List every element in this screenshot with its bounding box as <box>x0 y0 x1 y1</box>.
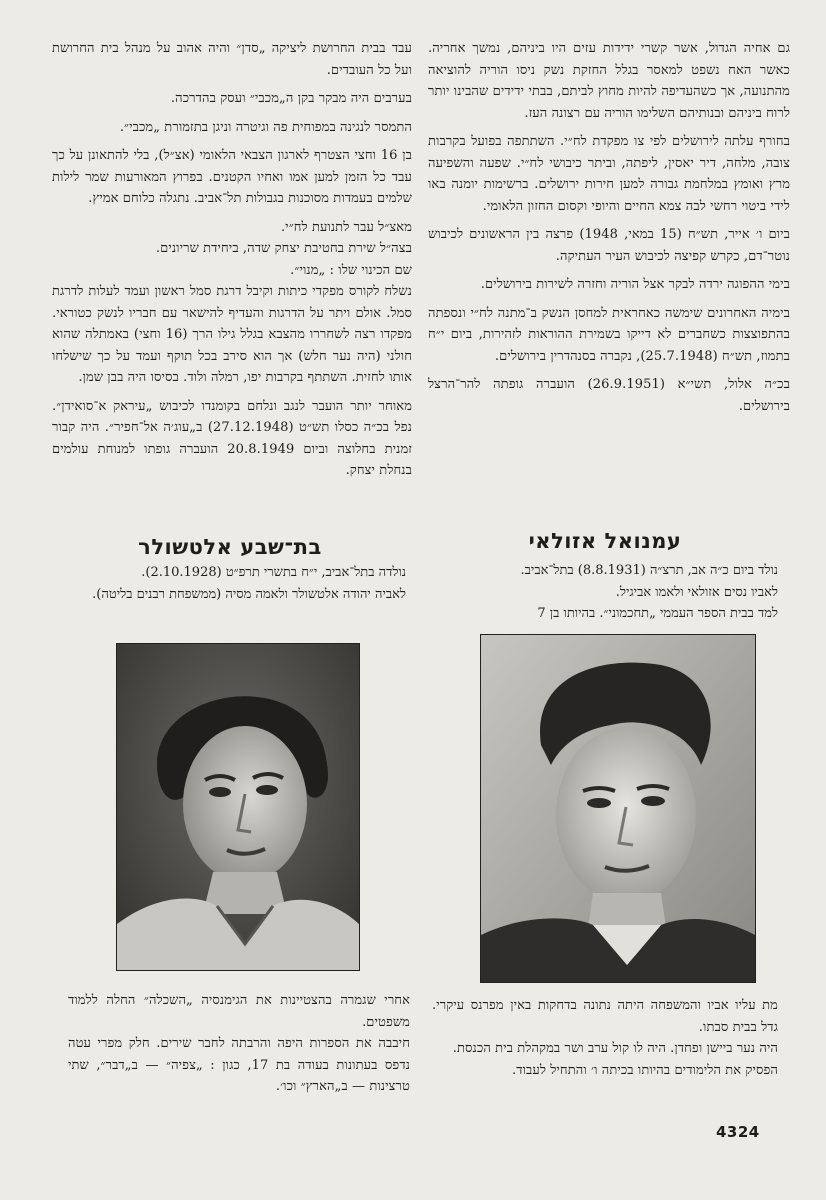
paragraph: ביום ו׳ אייר, תש״ח (15 במאי, 1948) פרצה בין הראשונים לכיבוש נוטר־דם, כקרש קפיצה לכיבוש העיר העתיקה. <box>428 227 790 264</box>
paragraph: בימיה האחרונים שימשה כאחראית למחסן הנשק ב־מתנה לח״י ונספתה בהתפוצצות כשחברים לא דייקו בשמירת ההוראות לזהירות, ביום י״ח בתמוז, תש״ח (25.7.1948), נקברה בסנהדרין בירושלים. <box>428 305 790 364</box>
page-number: 4324 <box>716 1123 760 1141</box>
paragraph: חיבבה את הספרות היפה והרבתה לחבר שירים. חלק מפרי עטה נדפס בעתונות בעודה בת 17, כגון : „צפיה״ — ב„דבר״, שתי טרצינות — ב„הארץ״ וכו׳. <box>68 1036 410 1094</box>
paragraph: נשלח לקורס מפקדי כיתות וקיבל דרגת סמל ראשון ועמד לעלות לדרגת סמל. אולם ויתר על הדרגות והעדיף להישאר עם חבריו לנשק כטוראי. מפקדו רצה לשחררו מהצבא בגלל גילו הרך (16 וחצי) באמתלה שהוא חולני (היה נער חלש) אך הוא סירב בכל תוקף ועמד על כך שישלחו אותו לחזית. השתתף בקרבות יפו, רמלה ולוד. בסיסו היה בבן שמן. <box>52 284 412 385</box>
paragraph: שם הכינוי שלו : „מנוי״. <box>290 262 412 278</box>
intro-line: נולדה בתל־אביב, י״ח בתשרי תרפ״ט (2.10.1928). <box>141 565 406 580</box>
paragraph: בערבים היה מבקר בקן ה„מכבי״ ועסק בהדרכה. <box>170 91 412 106</box>
left-person-bio-continued <box>68 990 410 1105</box>
right-column-top-text <box>428 38 790 424</box>
paragraph: מת עליו אביו והמשפחה היתה נתונה בדחקות באין מפרנס עיקרי. גדל בבית סבתו. <box>432 998 778 1035</box>
paragraph: בכ״ה אלול, תשי״א (26.9.1951) הועברה גופתה להר־הרצל בירושלים. <box>428 377 790 414</box>
paragraph: עבד בבית החרושת ליציקה „סדן״ והיה אהוב על מנהל בית החרושת ועל כל העובדים. <box>52 41 412 78</box>
person-name-heading: בת־שבע אלטשולר <box>138 535 322 559</box>
intro-line: לאביה יהודה אלטשולר ולאמה מסיה (ממשפחת רבנים בליטה). <box>92 586 406 602</box>
paragraph: מאצ״ל עבר לתנועת לח״י. <box>280 219 412 235</box>
paragraph: אחרי שגמרה בהצטיינות את הגימנסיה „השכלה״ החלה ללמוד משפטים. <box>68 993 410 1030</box>
person-name-heading: עמנואל אזולאי <box>528 529 682 553</box>
right-person-intro <box>438 560 778 625</box>
left-column-top-text <box>52 38 412 489</box>
paragraph: בצה״ל שירת בחטיבת יצחק שדה, ביחידת שריונים. <box>155 241 412 256</box>
paragraph: בחורף עלתה לירושלים לפי צו מפקדת לח״י. השתתפה בפועל בקרבות צובה, מלחה, דיר יאסין, ליפתה, וביתר כיבושי לח״י. שפעה והשפיעה מרץ ואומץ במלחמת גבורה למען חירות ירושלים. ברשימות יומנה באו לידי ביטוי רחשי לבה צמא החיים והיופי וקסום החזון הלאומי. <box>428 134 790 214</box>
paragraph: בימי ההפוגה ירדה לבקר אצל הוריה וחזרה לשירות בירושלים. <box>480 277 790 292</box>
paragraph: הפסיק את הלימודים בהיותו בכיתה ו׳ והתחיל לעבוד. <box>511 1062 778 1078</box>
paragraph: גם אחיה הגדול, אשר קשרי ידידות עזים היו ביניהם, נמשך אחריה. כאשר האח נשפט למאסר בגלל החזקת נשק ניסו הוריה להוציאה מהתנועה, אך כשהעדיפה להיות מחוץ לביתם, בבתי ידידים שהבינו יותר לרוח ביניהם ובנותיהם השלימו הוריה עם רצונה העז. <box>428 41 790 121</box>
portrait-photo-woman <box>116 643 360 971</box>
paragraph: מאוחר יותר הועבר לנגב ונלחם בקומנדו לכיבוש „עיראק א־סואידן״. נפל בכ״ה כסלו תש״ט (27.12.1948) ב„עוג׳ה אל־חפיר״. היה קבור זמנית בחלוצה וביום 20.8.1949 הועברה גופתו למנוחת עולמים בנחלת יצחק. <box>52 398 412 478</box>
paragraph: היה נער ביישן ופחדן. היה לו קול ערב ושר במקהלת בית הכנסת. <box>452 1041 778 1056</box>
portrait-photo-man <box>480 634 756 983</box>
intro-line: למד בבית הספר העממי „תחכמוני״. בהיותו בן 7 <box>537 606 778 621</box>
intro-line: לאביו נסים אזולאי ולאמו אביגיל. <box>615 584 778 600</box>
left-person-intro <box>70 562 406 605</box>
paragraph: התמסר לנגינה במפוחית פה וגיטרה וניגן בתזמורת „מכבי״. <box>119 119 412 135</box>
paragraph: בן 16 וחצי הצטרף לארגון הצבאי הלאומי (אצ״ל), בלי להתאונן על כך עבד כל הזמן למען אמו ואחיו הקטנים. בפרוץ המאורעות שמר לילות שלמים בעמדות מסוכנות בגבולות תל־אביב. נתגלה כלוחם אמיץ. <box>52 148 412 206</box>
intro-line: נולד ביום כ״ה אב, תרצ״ה (8.8.1931) בתל־אביב. <box>520 563 778 578</box>
right-person-bio-continued <box>432 995 778 1088</box>
